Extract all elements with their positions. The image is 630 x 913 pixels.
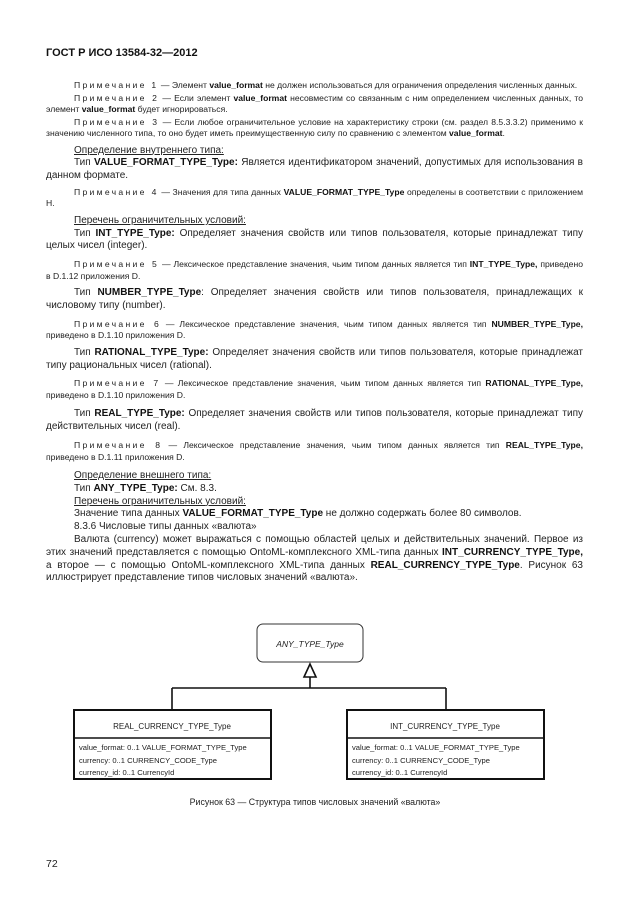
type-name: VALUE_FORMAT_TYPE_Type: (94, 157, 238, 169)
note-5 (46, 259, 583, 282)
class-attribute: currency: 0..1 CURRENCY_CODE_Type (352, 756, 490, 765)
note-text: приведено в D.1.10 приложения D. (46, 389, 186, 400)
text: Определяет значения свойств или типов пользователя, которые принадлежат типу целых чисел (integer). (46, 227, 583, 252)
type-name: ANY_TYPE_Type: (93, 482, 178, 494)
note-text: будет игнорироваться. (135, 104, 228, 114)
internal-type-text (46, 157, 583, 183)
note-bold: RATIONAL_TYPE_Type, (485, 378, 583, 389)
note-label: Примечание 4 (74, 186, 159, 197)
note-6 (46, 319, 583, 342)
type-name: INT_TYPE_Type: (95, 227, 175, 239)
text: Валюта (currency) может выражаться с помощью областей целых и действительных значений. Первое из этих значений представляется с помощью OntoML-комплексного XML-типа данных (46, 534, 583, 558)
type-name: NUMBER_TYPE_Type (97, 287, 202, 299)
note-label: Примечание 5 (74, 259, 160, 270)
note-bold: VALUE_FORMAT_TYPE_Type (283, 186, 405, 197)
note-4 (46, 187, 583, 210)
note-text: — Значения для типа данных (158, 186, 284, 197)
text: : Определяет значения свойств или типов пользователя, принадлежащих к числовому типу (number). (46, 287, 583, 312)
external-type-text (46, 483, 583, 496)
type-name: REAL_CURRENCY_TYPE_Type (370, 559, 520, 571)
text: См. 8.3. (177, 482, 217, 494)
page-number: 72 (46, 858, 58, 870)
external-restriction-text (46, 508, 583, 521)
text: Тип (74, 227, 96, 239)
text: Тип (74, 157, 94, 169)
text: Тип (74, 482, 94, 494)
external-type-heading: Определение внешнего типа: (74, 470, 212, 482)
note-text: приведено в D.1.12 приложения D. (46, 259, 583, 281)
note-text: не должен использоваться для ограничения определения численных данных. (262, 80, 578, 90)
note-text: приведено в D.1.10 приложения D. (46, 330, 186, 341)
note-bold: value_format (81, 104, 136, 114)
rational-type-text (46, 347, 583, 373)
note-1 (46, 80, 583, 92)
note-label: Примечание 1 (74, 80, 159, 90)
note-bold: value_format (209, 80, 263, 90)
class-attribute: value_format: 0..1 VALUE_FORMAT_TYPE_Type (79, 743, 247, 752)
note-label: Примечание 2 (74, 92, 160, 103)
text: Тип (74, 287, 98, 299)
text: Определяет значения свойств или типов пользователя, которые принадлежат типу рациональных чисел (rational). (46, 346, 584, 371)
note-text: — Лексическое представление значения, чьим типом данных является тип (161, 318, 492, 329)
note-text: — Лексическое представление значения, чьим типом данных является тип (160, 378, 486, 389)
text: Определяет значения свойств или типов пользователя, которые принадлежат типу действительных чисел (real). (46, 408, 583, 433)
parent-class-name: ANY_TYPE_Type (276, 639, 344, 649)
text: не должно содержать более 80 символов. (323, 508, 522, 520)
number-type-text (46, 287, 583, 313)
note-bold: NUMBER_TYPE_Type, (491, 318, 583, 329)
note-3 (46, 117, 583, 140)
class-attribute: currency_id: 0..1 CurrencyId (79, 768, 175, 777)
type-name: RATIONAL_TYPE_Type: (94, 346, 209, 358)
text: Значение типа данных (74, 508, 183, 520)
restrictions-heading: Перечень ограничительных условий: (74, 214, 246, 226)
inheritance-arrow (304, 664, 316, 677)
uml-diagram (0, 618, 630, 788)
type-name: REAL_TYPE_Type: (94, 408, 185, 420)
note-text: приведено в D.1.11 приложения D. (46, 451, 185, 462)
text: а второе — с помощью OntoML-комплексного XML-типа данных (46, 559, 371, 571)
note-label: Примечание 3 (74, 116, 160, 127)
note-label: Примечание 6 (74, 318, 162, 329)
class-attribute: currency_id: 0..1 CurrencyId (352, 768, 448, 777)
internal-type-heading: Определение внутреннего типа: (74, 144, 224, 156)
type-name: INT_CURRENCY_TYPE_Type, (442, 546, 583, 558)
note-8 (46, 440, 583, 463)
note-label: Примечание 8 (74, 440, 163, 451)
text: Тип (74, 346, 95, 358)
text: . Рисунок 63 иллюстрирует представление типов числовых значений «валюта». (46, 559, 583, 584)
note-text: несовместим со связанным с ним определением численных данных, то элемент (46, 92, 583, 114)
note-text: определены в соответствии с приложением Н. (46, 186, 583, 209)
real-type-text (46, 408, 583, 434)
note-text: — Элемент (158, 80, 210, 90)
section-text (46, 534, 583, 585)
type-name: VALUE_FORMAT_TYPE_Type (182, 508, 324, 520)
int-type-text (46, 228, 583, 254)
note-text: — Лексическое представление значения, чьим типом данных является тип (159, 259, 470, 270)
section-title: 8.3.6 Числовые типы данных «валюта» (74, 521, 257, 533)
note-bold: REAL_TYPE_Type, (505, 440, 583, 451)
page-header: ГОСТ Р ИСО 13584-32—2012 (46, 47, 198, 59)
real-currency-class-name: REAL_CURRENCY_TYPE_Type (113, 722, 231, 731)
int-currency-class-name: INT_CURRENCY_TYPE_Type (390, 722, 500, 731)
note-label: Примечание 7 (74, 378, 161, 389)
note-text: — Если элемент (159, 92, 234, 103)
note-text: — Если любое ограничительное условие на характеристику строки (см. раздел 8.5.3.3.2) применимо к значению численного типа, то оно будет иметь преимущественную силу по сравнению с элементом (46, 116, 583, 138)
text: Является идентификатором значений, допустимых для использования в данном формате. (46, 157, 583, 182)
class-attribute: currency: 0..1 CURRENCY_CODE_Type (79, 756, 217, 765)
note-2 (46, 93, 583, 116)
figure-caption: Рисунок 63 — Структура типов числовых значений «валюта» (189, 797, 441, 807)
text: Тип (74, 408, 95, 420)
note-bold: value_format (449, 128, 503, 138)
class-attribute: value_format: 0..1 VALUE_FORMAT_TYPE_Type (352, 743, 520, 752)
note-7 (46, 378, 583, 401)
note-bold: INT_TYPE_Type, (469, 259, 538, 270)
note-text: — Лексическое представление значения, чьим типом данных является тип (162, 440, 506, 451)
external-restrictions-heading: Перечень ограничительных условий: (74, 495, 246, 507)
page-body (46, 80, 583, 585)
note-text: . (502, 128, 505, 138)
note-bold: value_format (233, 92, 287, 103)
